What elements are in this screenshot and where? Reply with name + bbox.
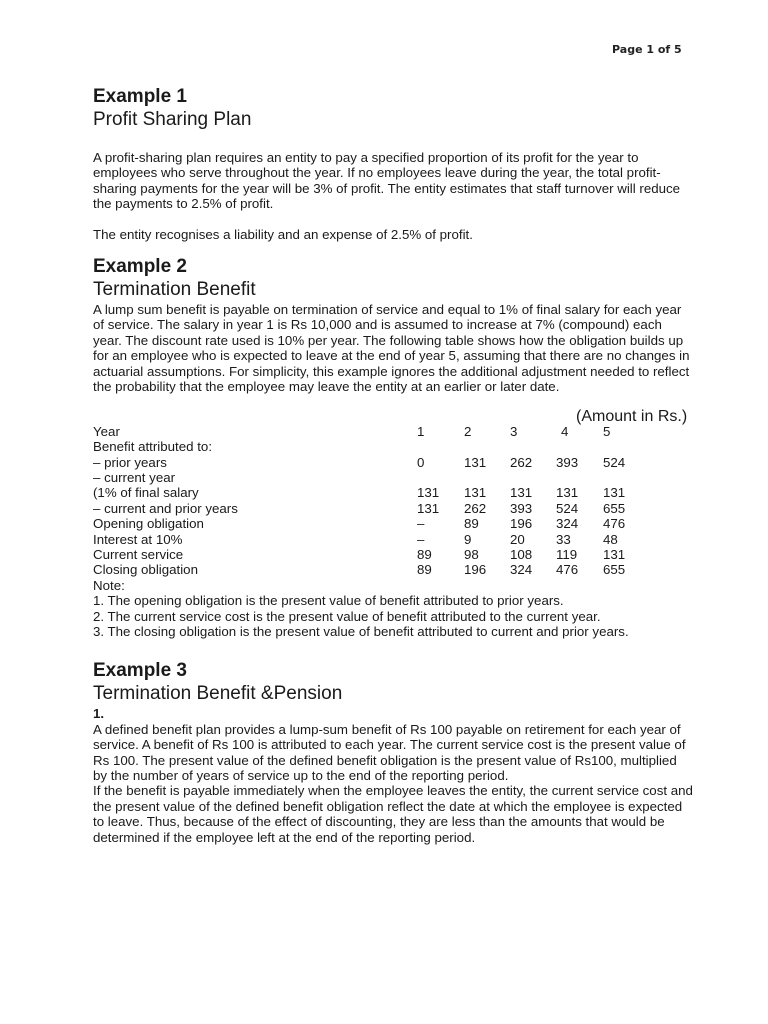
note-label: Note:: [93, 577, 125, 593]
row-label: Benefit attributed to:: [93, 439, 213, 455]
cell: 1: [417, 423, 425, 439]
cell: 476: [603, 516, 626, 532]
table-row: [93, 547, 693, 562]
table-row: [93, 516, 693, 531]
cell: 9: [464, 531, 472, 547]
example-3-title: Example 3: [93, 660, 187, 682]
table-row: [93, 485, 693, 500]
cell: 196: [510, 516, 533, 532]
row-label: – current year: [93, 470, 176, 486]
row-label: Current service: [93, 546, 184, 562]
example-2-subtitle: Termination Benefit: [93, 279, 256, 301]
cell: 131: [603, 546, 626, 562]
cell: 196: [464, 562, 487, 578]
cell: 98: [464, 546, 479, 562]
example-2-title: Example 2: [93, 256, 187, 278]
example-3-subtitle: Termination Benefit &Pension: [93, 683, 343, 705]
cell: 131: [464, 485, 487, 501]
cell: 131: [510, 485, 533, 501]
note-item: 3. The closing obligation is the present value of benefit attributed to current and prior years.: [93, 623, 629, 639]
row-label: Interest at 10%: [93, 531, 183, 547]
row-label: – prior years: [93, 454, 167, 470]
cell: 108: [510, 546, 533, 562]
cell: 655: [603, 562, 626, 578]
table-row: [93, 424, 693, 439]
note-item: 2. The current service cost is the present value of benefit attributed to the current year.: [93, 608, 601, 624]
page-number: Page 1 of 5: [612, 43, 682, 56]
cell: –: [417, 516, 425, 532]
cell: 524: [556, 500, 579, 516]
cell: 2: [464, 423, 472, 439]
cell: 262: [510, 454, 533, 470]
cell: 0: [417, 454, 425, 470]
cell: 89: [417, 546, 432, 562]
cell: 131: [417, 485, 440, 501]
cell: 4: [561, 423, 569, 439]
cell: 48: [603, 531, 618, 547]
table-row: [93, 501, 693, 516]
table-row: [93, 532, 693, 547]
table-row: [93, 470, 693, 485]
cell: 476: [556, 562, 579, 578]
cell: 324: [510, 562, 533, 578]
cell: 33: [556, 531, 571, 547]
cell: 89: [417, 562, 432, 578]
row-label: (1% of final salary: [93, 485, 199, 501]
cell: 131: [603, 485, 626, 501]
table-row: [93, 455, 693, 470]
row-label: Closing obligation: [93, 562, 198, 578]
cell: 524: [603, 454, 626, 470]
row-label: Year: [93, 423, 120, 439]
note-item: 1. The opening obligation is the present value of benefit attributed to prior years.: [93, 593, 564, 609]
cell: 131: [464, 454, 487, 470]
table-row: [93, 439, 693, 454]
example-3-item-number: 1.: [93, 706, 105, 722]
row-label: Opening obligation: [93, 516, 204, 532]
cell: 262: [464, 500, 487, 516]
cell: 119: [556, 546, 578, 562]
cell: 393: [510, 500, 533, 516]
example-1-title: Example 1: [93, 86, 187, 107]
example-1-paragraph-2: The entity recognises a liability and an expense of 2.5% of profit.: [93, 226, 473, 242]
cell: 655: [603, 500, 626, 516]
example-2-paragraph: A lump sum benefit is payable on termination of service and equal to 1% of final salary for each year of service. The salary in year 1 is Rs 10,000 and is assumed to increase at 7% (compound) each year. The discount rate used is 10% per year. The following table shows how the obligation builds up for an employee who is expected to leave at the end of year 5, assuming that there are no changes in actuarial assumptions. For simplicity, this example ignores the additional adjustment needed to reflect the probability that the employee may leave the entity at an earlier or later date.: [93, 302, 690, 395]
cell: 5: [603, 423, 611, 439]
cell: 393: [556, 454, 579, 470]
cell: 3: [510, 423, 518, 439]
example-1-subtitle: Profit Sharing Plan: [93, 109, 252, 130]
amount-unit-label: (Amount in Rs.): [576, 408, 688, 426]
cell: –: [417, 531, 425, 547]
example-1-paragraph-1: A profit-sharing plan requires an entity to pay a specified proportion of its profit for the year to employees who serve throughout the year. If no employees leave during the year, the total profit-sharing payments for the year will be 3% of profit. The entity estimates that staff turnover will reduce the payments to 2.5% of profit.: [93, 150, 681, 212]
example-3-paragraph-1: A defined benefit plan provides a lump-sum benefit of Rs 100 payable on retirement for each year of service. A benefit of Rs 100 is attributed to each year. The current service cost is the present value of Rs 100. The present value of the defined benefit obligation is the present value of Rs100, multiplied by the number of years of service up to the end of the reporting period.: [93, 721, 686, 784]
example-3-paragraph-2: If the benefit is payable immediately when the employee leaves the entity, the current service cost and the present value of the defined benefit obligation reflect the date at which the employee is expected to leave. Thus, because of the effect of discounting, they are less than the amounts that would be determined if the employee left at the end of the reporting period.: [93, 783, 693, 845]
amount-unit-note: [93, 408, 693, 426]
table-row: [93, 562, 693, 577]
cell: 131: [417, 500, 440, 516]
cell: 131: [556, 485, 579, 501]
obligation-table: [93, 424, 693, 578]
document-body: [93, 86, 693, 845]
cell: 89: [464, 516, 479, 532]
row-label: – current and prior years: [93, 500, 238, 516]
cell: 20: [510, 531, 525, 547]
cell: 324: [556, 516, 579, 532]
